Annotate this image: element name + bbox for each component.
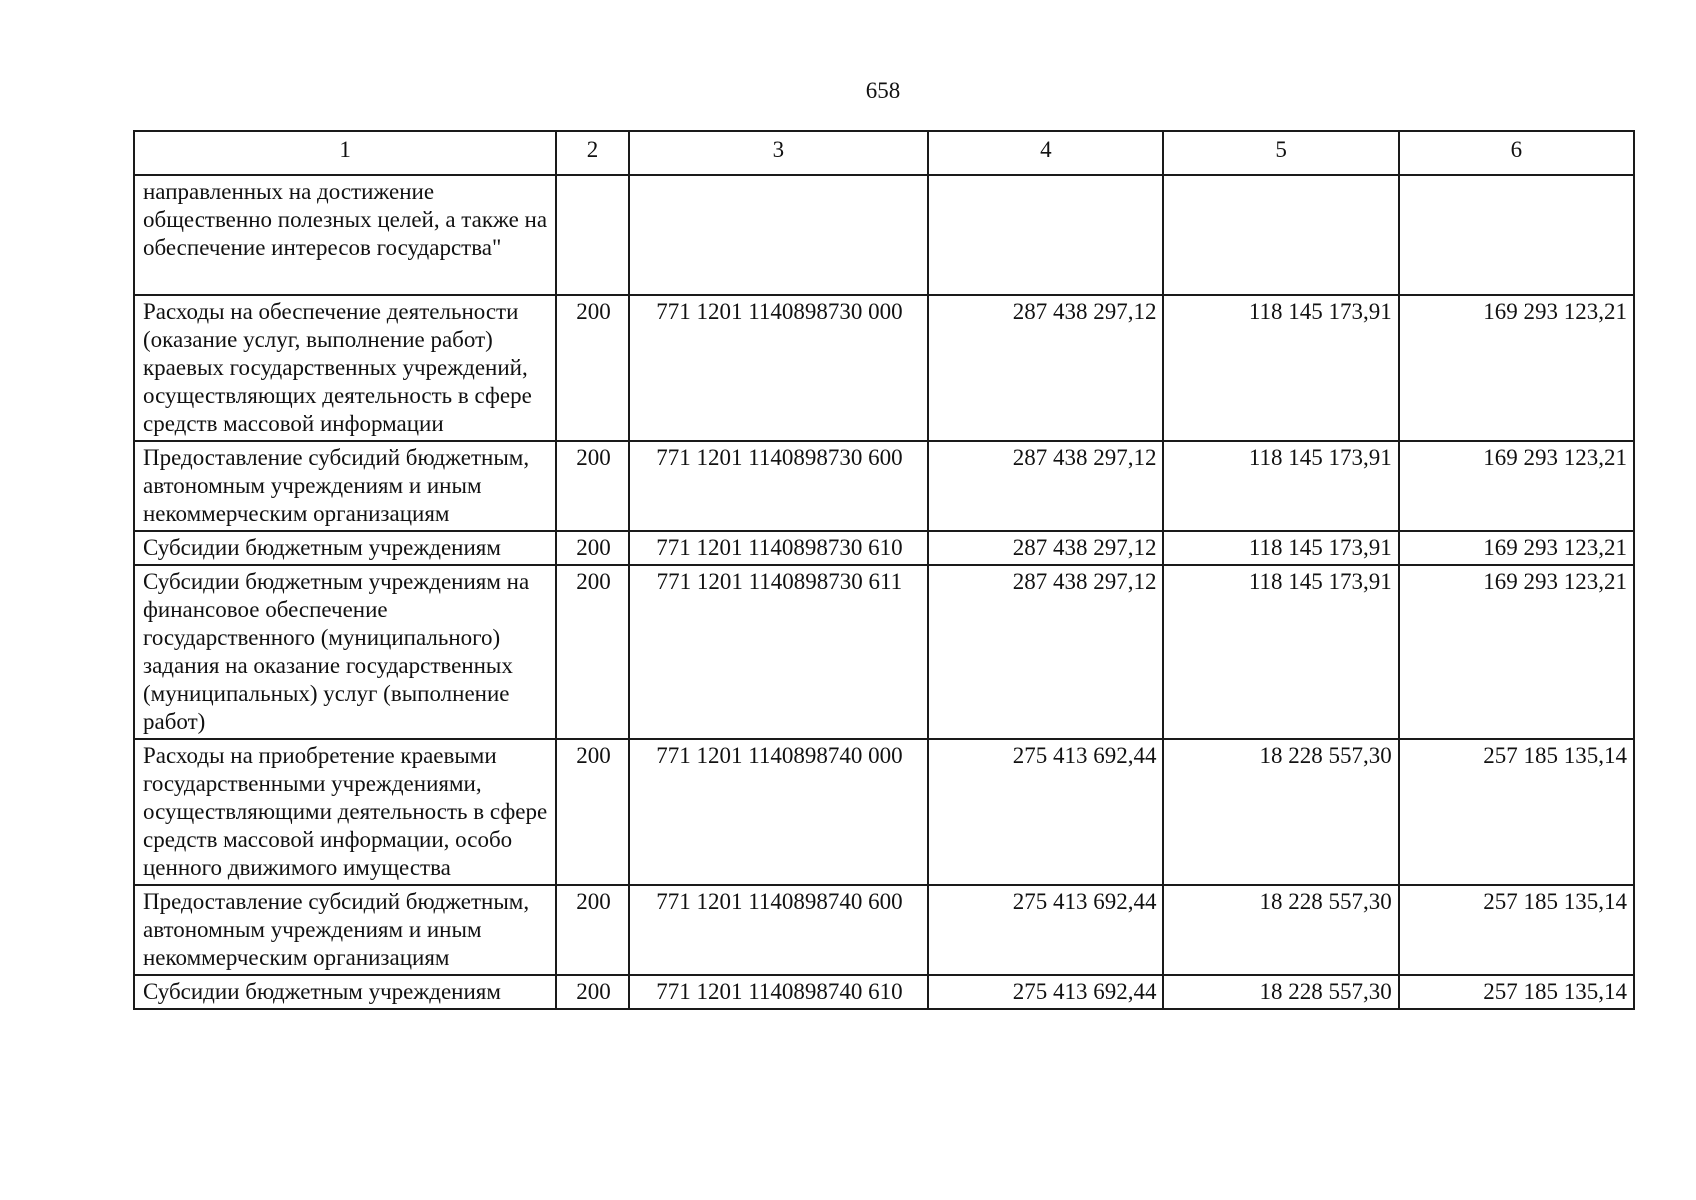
page-number: 658 (865, 78, 901, 103)
cell-value-4: 275 413 692,44 (928, 885, 1163, 975)
cell-value-4 (928, 175, 1163, 295)
table-row (134, 739, 1634, 885)
cell-value-5: 18 228 557,30 (1163, 975, 1398, 1009)
cell-name: Предоставление субсидий бюджетным, автономным учреждениям и иным некоммерческим организациям (134, 885, 556, 975)
column-header-3: 3 (629, 131, 929, 175)
cell-kbk: 771 1201 1140898730 600 (629, 441, 929, 531)
cell-code: 200 (556, 885, 628, 975)
cell-value-4: 287 438 297,12 (928, 441, 1163, 531)
table-row (134, 441, 1634, 531)
cell-value-5 (1163, 175, 1398, 295)
table-row (134, 175, 1634, 295)
cell-value-6: 169 293 123,21 (1399, 531, 1634, 565)
table-row (134, 565, 1634, 739)
cell-name: Субсидии бюджетным учреждениям на финансовое обеспечение государственного (муниципального) задания на оказание государственных (муниципальных) услуг (выполнение работ) (134, 565, 556, 739)
cell-kbk: 771 1201 1140898730 000 (629, 295, 929, 441)
cell-kbk: 771 1201 1140898740 000 (629, 739, 929, 885)
cell-value-6: 169 293 123,21 (1399, 295, 1634, 441)
cell-value-5: 118 145 173,91 (1163, 295, 1398, 441)
cell-value-5: 18 228 557,30 (1163, 885, 1398, 975)
column-header-2: 2 (556, 131, 628, 175)
column-header-4: 4 (928, 131, 1163, 175)
cell-value-6: 257 185 135,14 (1399, 885, 1634, 975)
cell-value-4: 287 438 297,12 (928, 295, 1163, 441)
cell-value-5: 118 145 173,91 (1163, 441, 1398, 531)
cell-code: 200 (556, 975, 628, 1009)
cell-value-5: 118 145 173,91 (1163, 565, 1398, 739)
cell-code: 200 (556, 531, 628, 565)
cell-name: Субсидии бюджетным учреждениям (134, 531, 556, 565)
column-header-6: 6 (1399, 131, 1634, 175)
cell-value-6: 169 293 123,21 (1399, 565, 1634, 739)
cell-code: 200 (556, 295, 628, 441)
cell-code: 200 (556, 565, 628, 739)
budget-table (133, 130, 1635, 1010)
cell-value-5: 18 228 557,30 (1163, 739, 1398, 885)
column-header-1: 1 (134, 131, 556, 175)
cell-value-4: 287 438 297,12 (928, 565, 1163, 739)
cell-value-4: 287 438 297,12 (928, 531, 1163, 565)
cell-value-5: 118 145 173,91 (1163, 531, 1398, 565)
cell-kbk: 771 1201 1140898730 610 (629, 531, 929, 565)
cell-name: направленных на достижение общественно полезных целей, а также на обеспечение интересов государства" (134, 175, 556, 295)
header-row (134, 131, 1634, 175)
cell-value-6: 257 185 135,14 (1399, 739, 1634, 885)
column-header-5: 5 (1163, 131, 1398, 175)
table-row (134, 531, 1634, 565)
cell-code (556, 175, 628, 295)
table-row (134, 885, 1634, 975)
cell-name: Расходы на обеспечение деятельности (оказание услуг, выполнение работ) краевых государственных учреждений, осуществляющих деятельность в сфере средств массовой информации (134, 295, 556, 441)
table-row (134, 975, 1634, 1009)
table-row (134, 295, 1634, 441)
cell-code: 200 (556, 739, 628, 885)
cell-kbk: 771 1201 1140898740 600 (629, 885, 929, 975)
cell-name: Расходы на приобретение краевыми государственными учреждениями, осуществляющими деятельность в сфере средств массовой информации, особо ценного движимого имущества (134, 739, 556, 885)
cell-name: Субсидии бюджетным учреждениям (134, 975, 556, 1009)
cell-name: Предоставление субсидий бюджетным, автономным учреждениям и иным некоммерческим организациям (134, 441, 556, 531)
cell-kbk: 771 1201 1140898730 611 (629, 565, 929, 739)
cell-kbk (629, 175, 929, 295)
cell-value-4: 275 413 692,44 (928, 975, 1163, 1009)
cell-value-6 (1399, 175, 1634, 295)
cell-kbk: 771 1201 1140898740 610 (629, 975, 929, 1009)
cell-value-6: 257 185 135,14 (1399, 975, 1634, 1009)
cell-value-6: 169 293 123,21 (1399, 441, 1634, 531)
cell-value-4: 275 413 692,44 (928, 739, 1163, 885)
cell-code: 200 (556, 441, 628, 531)
